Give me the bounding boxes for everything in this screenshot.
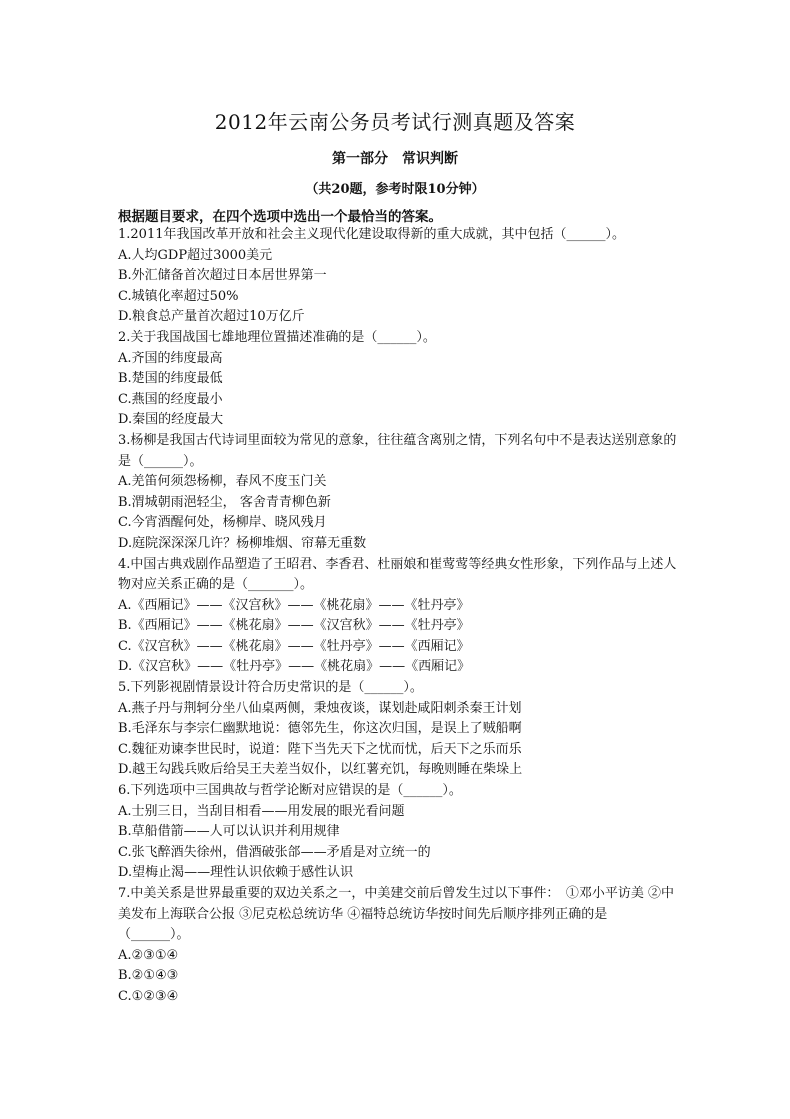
question-stem: 7.中美关系是世界最重要的双边关系之一，中美建交前后曾发生过以下事件： ①邓小平访美 ②中美发布上海联合公报 ③尼克松总统访华 ④福特总统访华按时间先后顺序排列正确的是（______）。 bbox=[118, 886, 675, 943]
question-option: A.燕子丹与荆轲分坐八仙桌两侧，秉烛夜谈，谋划赴咸阳刺杀秦王计划 bbox=[118, 700, 522, 716]
question-option: D.庭院深深深几许？杨柳堆烟、帘幕无重数 bbox=[118, 535, 367, 551]
question-option: A.②③①④ bbox=[118, 947, 179, 963]
question-stem: 4.中国古典戏剧作品塑造了王昭君、李香君、杜丽娘和崔莺莺等经典女性形象，下列作品与上述人物对应关系正确的是（_______）。 bbox=[118, 556, 677, 593]
question-option: D.望梅止渴——理性认识依赖于感性认识 bbox=[118, 865, 354, 881]
question-option: B.楚国的纬度最低 bbox=[118, 371, 223, 387]
question-option: D.越王勾践兵败后给吴王夫差当奴仆，以红薯充饥，每晚则睡在柴垛上 bbox=[118, 762, 523, 778]
question-option: C.今宵酒醒何处，杨柳岸、晓风残月 bbox=[118, 515, 327, 531]
question-option: C.《汉宫秋》——《桃花扇》——《牡丹亭》——《西厢记》 bbox=[118, 638, 470, 654]
instruction-text: 根据题目要求，在四个选项中选出一个最恰当的答案。 bbox=[118, 209, 442, 225]
question-stem: 3.杨柳是我国古代诗词里面较为常见的意象，往往蕴含离别之情，下列名句中不是表达送别意象的是（______）。 bbox=[118, 432, 677, 469]
time-limit-note: （共20题，参考时限10分钟） bbox=[305, 182, 485, 197]
document-title: 2012年云南公务员考试行测真题及答案 bbox=[214, 110, 576, 134]
question-option: A.人均GDP超过3000美元 bbox=[118, 247, 273, 263]
question-option: B.渭城朝雨浥轻尘， 客舍青青柳色新 bbox=[118, 494, 331, 510]
question-stem: 2.关于我国战国七雄地理位置描述准确的是（______）。 bbox=[118, 329, 436, 345]
question-list bbox=[118, 225, 678, 1008]
question-option: A.齐国的纬度最高 bbox=[118, 350, 223, 366]
question-stem: 1.2011年我国改革开放和社会主义现代化建设取得新的重大成就，其中包括（______）。 bbox=[118, 227, 625, 242]
question-option: C.城镇化率超过50% bbox=[118, 288, 239, 304]
question-option: B.毛泽东与李宗仁幽默地说：德邻先生，你这次归国，是误上了贼船啊 bbox=[118, 721, 522, 737]
question-option: B.外汇储备首次超过日本居世界第一 bbox=[118, 268, 327, 284]
question-option: C.①②③④ bbox=[118, 988, 179, 1004]
question-option: C.燕国的经度最小 bbox=[118, 391, 223, 407]
question-option: C.张飞醉酒失徐州，借酒破张郃——矛盾是对立统一的 bbox=[118, 844, 431, 860]
question-option: C.魏征劝谏李世民时，说道：陛下当先天下之忧而忧，后天下之乐而乐 bbox=[118, 741, 522, 757]
question-option: A.羌笛何须怨杨柳，春风不度玉门关 bbox=[118, 474, 327, 490]
question-option: B.草船借箭——人可以认识并利用规律 bbox=[118, 824, 340, 840]
question-stem: 5.下列影视剧情景设计符合历史常识的是（______）。 bbox=[118, 680, 423, 696]
question-option: B.《西厢记》——《桃花扇》——《汉宫秋》——《牡丹亭》 bbox=[118, 618, 470, 634]
section-heading: 第一部分 常识判断 bbox=[332, 151, 458, 167]
question-option: B.②①④③ bbox=[118, 968, 179, 984]
question-option: D.粮食总产量首次超过10万亿斤 bbox=[118, 309, 305, 325]
question-option: D.秦国的经度最大 bbox=[118, 412, 224, 428]
question-option: A.《西厢记》——《汉宫秋》——《桃花扇》——《牡丹亭》 bbox=[118, 597, 470, 613]
question-option: A.士别三日，当刮目相看——用发展的眼光看问题 bbox=[118, 803, 405, 819]
question-option: D.《汉宫秋》——《牡丹亭》——《桃花扇》——《西厢记》 bbox=[118, 659, 471, 675]
question-stem: 6.下列选项中三国典故与哲学论断对应错误的是（______）。 bbox=[118, 783, 462, 799]
